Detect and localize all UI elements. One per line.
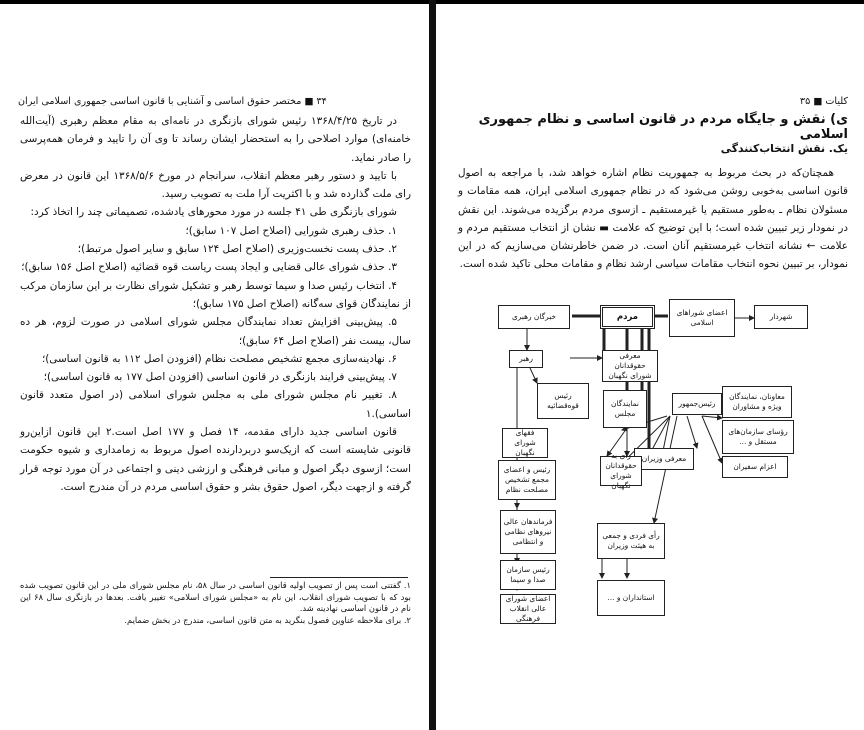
section-heading: ی) نقش و جایگاه مردم در قانون اساسی و نظام جمهوری اسلامی <box>478 112 848 142</box>
list-item: ۳. حذف شورای عالی قضایی و ایجاد پست ریاست قوه قضائیه (اصلاح اصل ۱۵۶ سابق)؛ <box>21 261 397 274</box>
list-item: ۷. پیش‌بینی فرایند بازنگری در قانون اساسی (افزودن اصل ۱۷۷ به قانون اساسی)؛ <box>43 371 397 384</box>
body-paragraph: با تایید و دستور رهبر معظم انقلاب، سرانجام در مورخ ۱۳۶۸/۵/۶ این قانون در معرض رای ملت گذارده شد و با اکثریت آرا ملت به تصویب رسید. <box>20 169 411 201</box>
book-gutter <box>429 0 436 730</box>
node-islamic-councils: اعضای شوراهای اسلامی <box>669 299 735 337</box>
node-vice-presidents: معاونان، نمایندگان ویژه و مشاوران <box>722 386 792 418</box>
body-paragraph: در تاریخ ۱۳۶۸/۴/۲۵ رئیس شورای بازنگری در نامه‌ای به مقام معظم رهبری (آیت‌الله خامنه‌ای) موارد اصلاحی را به استحضار ایشان رساند تا وی آن را تایید و فرمان همه‌پرسی را صادر نماید. <box>20 115 411 164</box>
body-paragraph: همچنان‌که در بحث مربوط به جمهوریت نظام اشاره خواهد شد، با مراجعه به اصول قانون اساسی به‌خوبی روشن می‌شود که در نظام جمهوری اسلامی ایران، همه مقامات و مسئولان نظام ـ به‌طور مستقیم یا غیرمستقیم ـ ازسوی مردم برگزیده می‌شوند. این نقش در نمودار زیر تبیین شده است؛ با این توضیح که علامت ▬ نشان از انتخاب مستقیم مردم و علامت ← نشانه انتخاب غیرمستقیم آنان است. در ضمن خاطرنشان می‌سازیم که در این نمودار، بر تبیین نحوه انتخاب مقامات سیاسی ارشد نظام و مقامات محلی تاکید شده است. <box>458 167 848 271</box>
list-item: ۸. تغییر نام مجلس شورای ملی به مجلس شورای اسلامی (در اصول متعدد قانون اساسی).۱ <box>20 389 411 420</box>
node-mayor: شهردار <box>754 305 808 329</box>
list-item: ۲. حذف پست نخست‌وزیری (اصلاح اصل ۱۲۴ سابق و سایر اصول مرتبط)؛ <box>77 243 397 256</box>
body-paragraph: قانون اساسی جدید دارای مقدمه، ۱۴ فصل و ۱۷۷ اصل است.۲ این قانون ازاین‌رو قانونی شایسته است که ازیک‌سو دربردارنده اصول مربوط به زمامداری و شیوه حکومت است؛ ازسوی دیگر اصول و مبانی فرهنگی و ارزشی دینی و اجتماعی در آن مورد توجه قرار گرفته و ازجهت دیگر، اصول حقوق بشر و حقوق اساسی مردم در آن مندرج است. <box>20 426 411 493</box>
list-item: ۵. پیش‌بینی افزایش تعداد نمایندگان مجلس شورای اسلامی در صورت لزوم، هر ده سال، بیست نفر (اصلاح اصل ۶۴ سابق)؛ <box>20 316 411 347</box>
node-lawyers-introduction: معرفی حقوقدانان شورای نگهبان <box>602 350 658 382</box>
node-expediency-council: رئیس و اعضای مجمع تشخیص مصلحت نظام <box>498 460 556 500</box>
footnote-rule <box>270 577 408 578</box>
node-judiciary-head: رئیس قوه‌قضائیه <box>537 383 589 419</box>
footnote: ۲. برای ملاحظه عناوین فصول بنگرید به متن قانون اساسی، مندرج در بخش ضمایم. <box>124 614 411 625</box>
footnote: ۱. گفتنی است پس از تصویب اولیه قانون اساسی در سال ۵۸، نام مجلس شورای ملی در این قانون تصویب شده بود که با تصویب شورای انقلاب، این نام به «مجلس شورای اسلامی» تغییر یافت. بعدها در بازنگری سال ۶۸ این نام در قانون اساسی نهادینه شد. <box>20 580 411 614</box>
node-governors: استانداران و ... <box>597 580 665 616</box>
node-lawyers-vote: رأی به حقوقدانان شورای نگهبان <box>600 456 642 486</box>
body-paragraph: شورای بازنگری طی ۴۱ جلسه در مورد محورهای یادشده، تصمیماتی چند را اتخاذ کرد: <box>30 206 397 219</box>
node-ambassadors: اعزام سفیران <box>722 456 788 478</box>
left-body-text <box>20 112 411 496</box>
node-independent-org-heads: رؤسای سازمان‌های مستقل و ... <box>722 420 794 454</box>
node-cultural-revolution-council: اعضای شورای عالی انقلاب فرهنگی <box>500 594 556 624</box>
footnotes <box>20 580 411 626</box>
selection-diagram <box>492 298 844 628</box>
list-item: ۶. نهادینه‌سازی مجمع تشخیص مصلحت نظام (افزودن اصل ۱۱۲ به قانون اساسی)؛ <box>41 352 397 365</box>
left-page <box>0 4 429 730</box>
list-item: ۱. حذف رهبری شورایی (اصلاح اصل ۱۰۷ سابق)؛ <box>185 224 397 237</box>
right-body-text <box>458 164 848 274</box>
node-cabinet-vote: رأی فردی و جمعی به هیئت وزیران <box>597 523 665 559</box>
left-running-head: ۳۴ ■ مختصر حقوق اساسی و آشنایی با قانون اساسی جمهوری اسلامی ایران <box>18 96 327 107</box>
subsection-heading: یک. نقش انتخاب‌کنندگی <box>720 142 848 155</box>
node-military-commanders: فرماندهان عالی نیروهای نظامی و انتظامی <box>500 510 556 554</box>
list-item: ۴. انتخاب رئیس صدا و سیما توسط رهبر و تشکیل شورای نظارت بر این سازمان مرکب از نمایندگان قوای سه‌گانه (اصلاح اصل ۱۷۵ سابق)؛ <box>20 279 411 310</box>
node-leader: رهبر <box>509 350 543 368</box>
node-president: رئیس‌جمهور <box>672 393 722 415</box>
node-ministers-introduction: معرفی وزیران <box>634 448 694 470</box>
right-running-head: کلیات ■ ۳۵ <box>799 96 848 107</box>
node-leadership-experts: خبرگان رهبری <box>498 305 570 329</box>
node-people: مردم <box>600 305 655 329</box>
direct-selection-lines <box>572 316 668 448</box>
node-broadcasting-head: رئیس سازمان صدا و سیما <box>500 560 556 590</box>
node-guardian-jurists: فقهای شورای نگهبان <box>502 428 548 458</box>
node-mps: نمایندگان مجلس <box>603 390 647 428</box>
